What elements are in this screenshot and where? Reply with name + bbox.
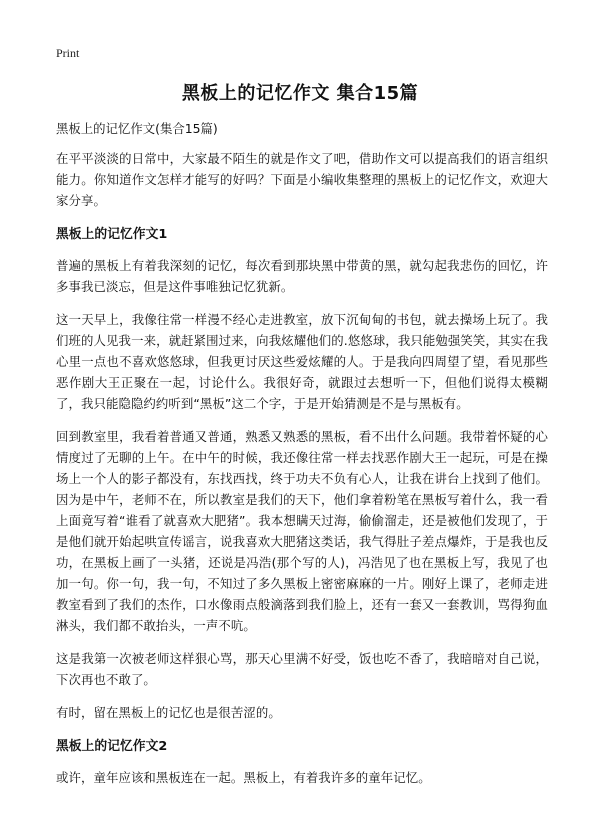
intro-paragraph: 在平平淡淡的日常中，大家最不陌生的就是作文了吧，借助作文可以提高我们的语言组织能力。你知道作文怎样才能写的好吗？下面是小编收集整理的黑板上的记忆作文，欢迎大家分享。	[56, 151, 548, 208]
section-2-paragraph-1: 或许，童年应该和黑板连在一起。黑板上，有着我许多的童年记忆。	[56, 770, 431, 785]
article-content	[56, 120, 548, 800]
section-1-paragraph-1: 普遍的黑板上有着我深刻的记忆，每次看到那块黑中带黄的黑，就勾起我悲伤的回忆，许多事我已淡忘，但是这件事唯独记忆犹新。	[56, 258, 548, 294]
section-1-paragraph-3: 回到教室里，我看着普通又普通，熟悉又熟悉的黑板，看不出什么问题。我带着怀疑的心情度过了无聊的上午。在中午的时候，我还像往常一样去找恶作剧大王一起玩，可是在操场上一个人的影子都没有，东找西找，终于功夫不负有心人，让我在讲台上找到了他们。因为是中午，老师不在，所以教室是我们的天下，他们拿着粉笔在黑板写着什么，我一看上面竟写着“谁看了就喜欢大肥猪”。我本想瞒天过海，偷偷溜走，还是被他们发现了，于是他们就开始起哄宣传谣言，说我喜欢大肥猪这类话，我气得肚子差点爆炸，于是我也反功，在黑板上画了一头猪，还说是冯浩(那个写的人)，冯浩见了也在黑板上写，我见了也加一句。你一句，我一句，不知过了多久黑板上密密麻麻的一片。刚好上课了，老师走进教室看到了我们的杰作，口水像雨点般滴落到我们脸上，还有一套又一套教训，骂得狗血淋头，我们都不敢抬头，一声不吭。	[56, 429, 548, 633]
section-1-paragraph-5: 有时，留在黑板上的记忆也是很苦涩的。	[56, 705, 281, 720]
section-1-paragraph-2: 这一天早上，我像往常一样漫不经心走进教室，放下沉甸甸的书包，就去操场上玩了。我们班的人见我一来，就赶紧围过来，向我炫耀他们的.悠悠球，我只能勉强笑笑，其实在我心里一点也不喜欢悠悠球，但我更讨厌这些爱炫耀的人。于是我向四周望了望，看见那些恶作剧大王正聚在一起，讨论什么。我很好奇，就跟过去想听一下，但他们说得太模糊了，我只能隐隐约约听到“黑板”这二个字，于是开始猜测是不是与黑板有。	[56, 312, 548, 411]
section-heading-2: 黑板上的记忆作文2	[56, 739, 168, 754]
print-link[interactable]: Print	[56, 46, 80, 60]
section-1-paragraph-4: 这是我第一次被老师这样狠心骂，那天心里满不好受，饭也吃不香了，我暗暗对自己说，下次再也不敢了。	[56, 651, 548, 687]
page-title: 黑板上的记忆作文 集合15篇	[181, 83, 419, 104]
section-heading-1: 黑板上的记忆作文1	[56, 227, 168, 242]
article-subtitle: 黑板上的记忆作文(集合15篇)	[56, 121, 218, 136]
